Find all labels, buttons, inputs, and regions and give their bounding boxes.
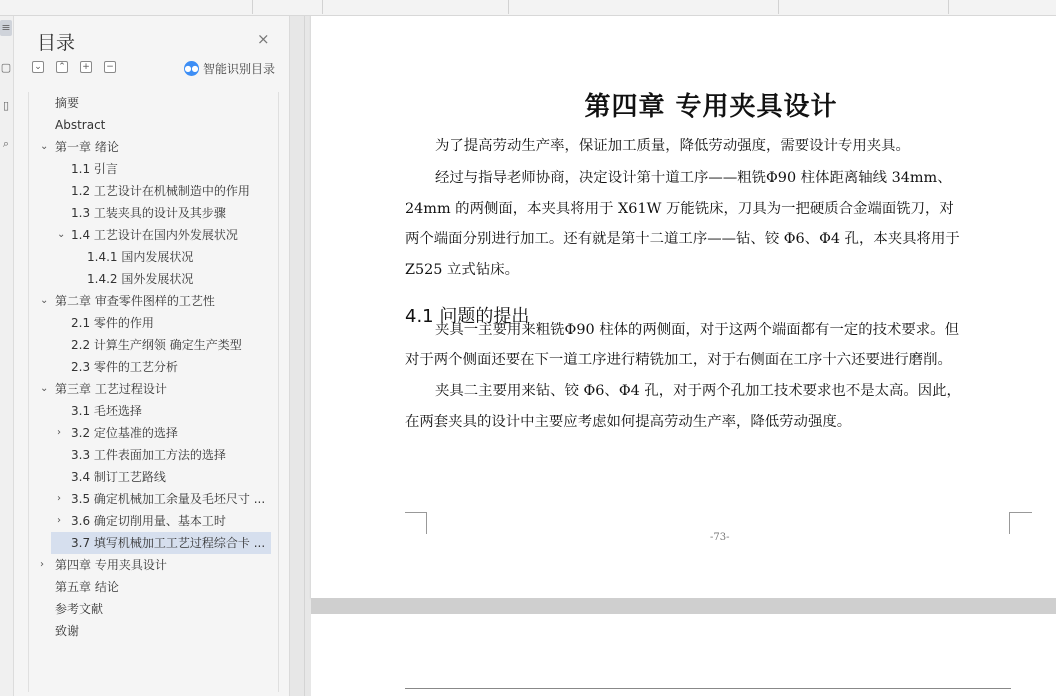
divider — [304, 16, 305, 696]
toc-item-3-5[interactable] — [29, 488, 279, 510]
paragraph-line: 两个端面分别进行加工。还有就是第十二道工序——钻、铰 Φ6、Φ4 孔，本夹具将用于 — [405, 231, 960, 247]
toolbar-separator — [322, 0, 323, 14]
paragraph-line: 夹具二主要用来钻、铰 Φ6、Φ4 孔，对于两个孔加工技术要求也不是太高。因此， — [435, 383, 961, 399]
toc-item-1-3[interactable] — [29, 202, 279, 224]
toc-item-chapter2[interactable] — [29, 290, 279, 312]
paragraph-line: 为了提高劳动生产率，保证加工质量，降低劳动强度，需要设计专用夹具。 — [435, 138, 910, 154]
toc-item-3-3[interactable] — [29, 444, 279, 466]
toc-item-label: 1.4 工艺设计在国内外发展状况 — [71, 228, 238, 242]
toc-item-chapter5[interactable] — [29, 576, 279, 598]
toc-item-abstract-cn[interactable] — [29, 92, 279, 114]
paragraph-line: 在两套夹具的设计中主要应考虑如何提高劳动生产率，降低劳动强度。 — [405, 414, 852, 430]
toc-item-1-1[interactable] — [29, 158, 279, 180]
toc-item-label: 3.6 确定切削用量、基本工时 — [71, 514, 226, 528]
chevron-right-icon[interactable]: › — [40, 559, 44, 570]
toc-item-label: Abstract — [55, 118, 106, 132]
toc-item-label: 第二章 审查零件图样的工艺性 — [55, 294, 215, 308]
section-heading: 4.1 问题的提出 — [405, 306, 530, 327]
toc-title: 目录 — [37, 32, 76, 54]
toc-panel-icon[interactable]: ≡ — [1, 21, 11, 34]
toc-item-label: 1.1 引言 — [71, 162, 118, 176]
toc-item-3-1[interactable] — [29, 400, 279, 422]
toc-item-label: 2.1 零件的作用 — [71, 316, 154, 330]
toc-item-chapter4[interactable] — [29, 554, 279, 576]
smart-toc-button[interactable] — [184, 59, 275, 77]
paragraph-line: 对于两个侧面还要在下一道工序进行精铣加工，对于右侧面在工序十六还要进行磨削。 — [405, 352, 952, 368]
toc-item-label: 摘要 — [55, 96, 80, 110]
toc-item-label: 1.4.1 国内发展状况 — [87, 250, 194, 264]
toc-item-abstract[interactable] — [29, 114, 279, 136]
top-toolbar-strip — [0, 0, 1056, 16]
document-page[interactable] — [311, 16, 1056, 598]
ai-icon: ●● — [184, 61, 199, 76]
page-number: -73- — [710, 532, 730, 543]
remove-heading-button[interactable]: − — [104, 61, 116, 73]
toc-item-label: 3.2 定位基准的选择 — [71, 426, 178, 440]
toc-item-label: 3.1 毛坯选择 — [71, 404, 142, 418]
paragraph-line: Z525 立式钻床。 — [405, 262, 519, 278]
paragraph-line: 经过与指导老师协商，决定设计第十道工序——粗铣Φ90 柱体距离轴线 34mm、 — [435, 170, 952, 186]
chevron-down-icon[interactable]: ⌄ — [40, 383, 49, 394]
paragraph-line: 24mm 的两侧面，本夹具将用于 X61W 万能铣床，刀具为一把硬质合金端面铣刀，对 — [405, 201, 954, 217]
expand-all-button[interactable]: ⌃ — [56, 61, 68, 73]
chevron-down-icon[interactable]: ⌄ — [57, 229, 66, 240]
toolbar-separator — [252, 0, 253, 14]
bookmark-icon[interactable]: ▢ — [0, 61, 12, 74]
document-area[interactable] — [290, 16, 1056, 696]
toc-item-label: 2.3 零件的工艺分析 — [71, 360, 178, 374]
toc-list — [28, 92, 279, 692]
toc-item-label: 致谢 — [55, 624, 80, 638]
toc-item-2-2[interactable] — [29, 334, 279, 356]
toc-item-acknowledgements[interactable] — [29, 620, 279, 642]
toc-item-label: 3.7 填写机械加工工艺过程综合卡 ... — [71, 536, 266, 550]
toc-item-label: 2.2 计算生产纲领 确定生产类型 — [71, 338, 242, 352]
document-page-next[interactable] — [311, 614, 1056, 696]
toc-item-references[interactable] — [29, 598, 279, 620]
chapter-title: 第四章 专用夹具设计 — [584, 92, 838, 122]
toolbar-separator — [508, 0, 509, 14]
toc-item-1-4-1[interactable] — [29, 246, 279, 268]
header-rule — [405, 688, 1011, 689]
page-gap — [311, 598, 1056, 614]
toc-item-label: 3.5 确定机械加工余量及毛坯尺寸 ... — [71, 492, 266, 506]
toc-item-label: 参考文献 — [55, 602, 104, 616]
toc-item-label: 第四章 专用夹具设计 — [55, 558, 167, 572]
toc-item-3-6[interactable] — [29, 510, 279, 532]
toc-item-label: 1.4.2 国外发展状况 — [87, 272, 194, 286]
chevron-right-icon[interactable]: › — [57, 427, 61, 438]
chevron-right-icon[interactable]: › — [57, 515, 61, 526]
chevron-right-icon[interactable]: › — [57, 493, 61, 504]
toolbar-separator — [778, 0, 779, 14]
toc-item-chapter3[interactable] — [29, 378, 279, 400]
page-icon[interactable]: ▯ — [2, 99, 10, 112]
toc-item-label: 3.4 制订工艺路线 — [71, 470, 166, 484]
add-heading-button[interactable]: + — [80, 61, 92, 73]
toc-item-label: 第三章 工艺过程设计 — [55, 382, 167, 396]
toc-item-2-1[interactable] — [29, 312, 279, 334]
toc-item-chapter1[interactable] — [29, 136, 279, 158]
toc-item-label: 1.2 工艺设计在机械制造中的作用 — [71, 184, 250, 198]
toc-item-label: 3.3 工件表面加工方法的选择 — [71, 448, 226, 462]
toc-panel — [14, 16, 290, 696]
search-icon[interactable]: ⌕ — [2, 137, 10, 150]
toc-item-1-2[interactable] — [29, 180, 279, 202]
toc-item-3-4[interactable] — [29, 466, 279, 488]
toc-item-2-3[interactable] — [29, 356, 279, 378]
collapse-all-button[interactable]: ⌄ — [32, 61, 44, 73]
close-icon[interactable]: × — [257, 30, 270, 48]
chevron-down-icon[interactable]: ⌄ — [40, 295, 49, 306]
paragraph-line: 夹具一主要用来粗铣Φ90 柱体的两侧面，对于这两个端面都有一定的技术要求。但 — [435, 322, 959, 338]
smart-toc-label: 智能识别目录 — [203, 61, 276, 76]
toc-item-1-4[interactable] — [29, 224, 279, 246]
toc-item-3-2[interactable] — [29, 422, 279, 444]
toolbar-separator — [948, 0, 949, 14]
toc-item-1-4-2[interactable] — [29, 268, 279, 290]
crop-mark-left — [405, 512, 427, 534]
toc-item-label: 1.3 工装夹具的设计及其步骤 — [71, 206, 226, 220]
toc-item-label: 第五章 结论 — [55, 580, 119, 594]
chevron-down-icon[interactable]: ⌄ — [40, 141, 49, 152]
toc-item-3-7[interactable] — [51, 532, 271, 554]
toc-item-label: 第一章 绪论 — [55, 140, 119, 154]
left-tool-rail — [0, 16, 14, 696]
crop-mark-right — [1009, 512, 1031, 534]
